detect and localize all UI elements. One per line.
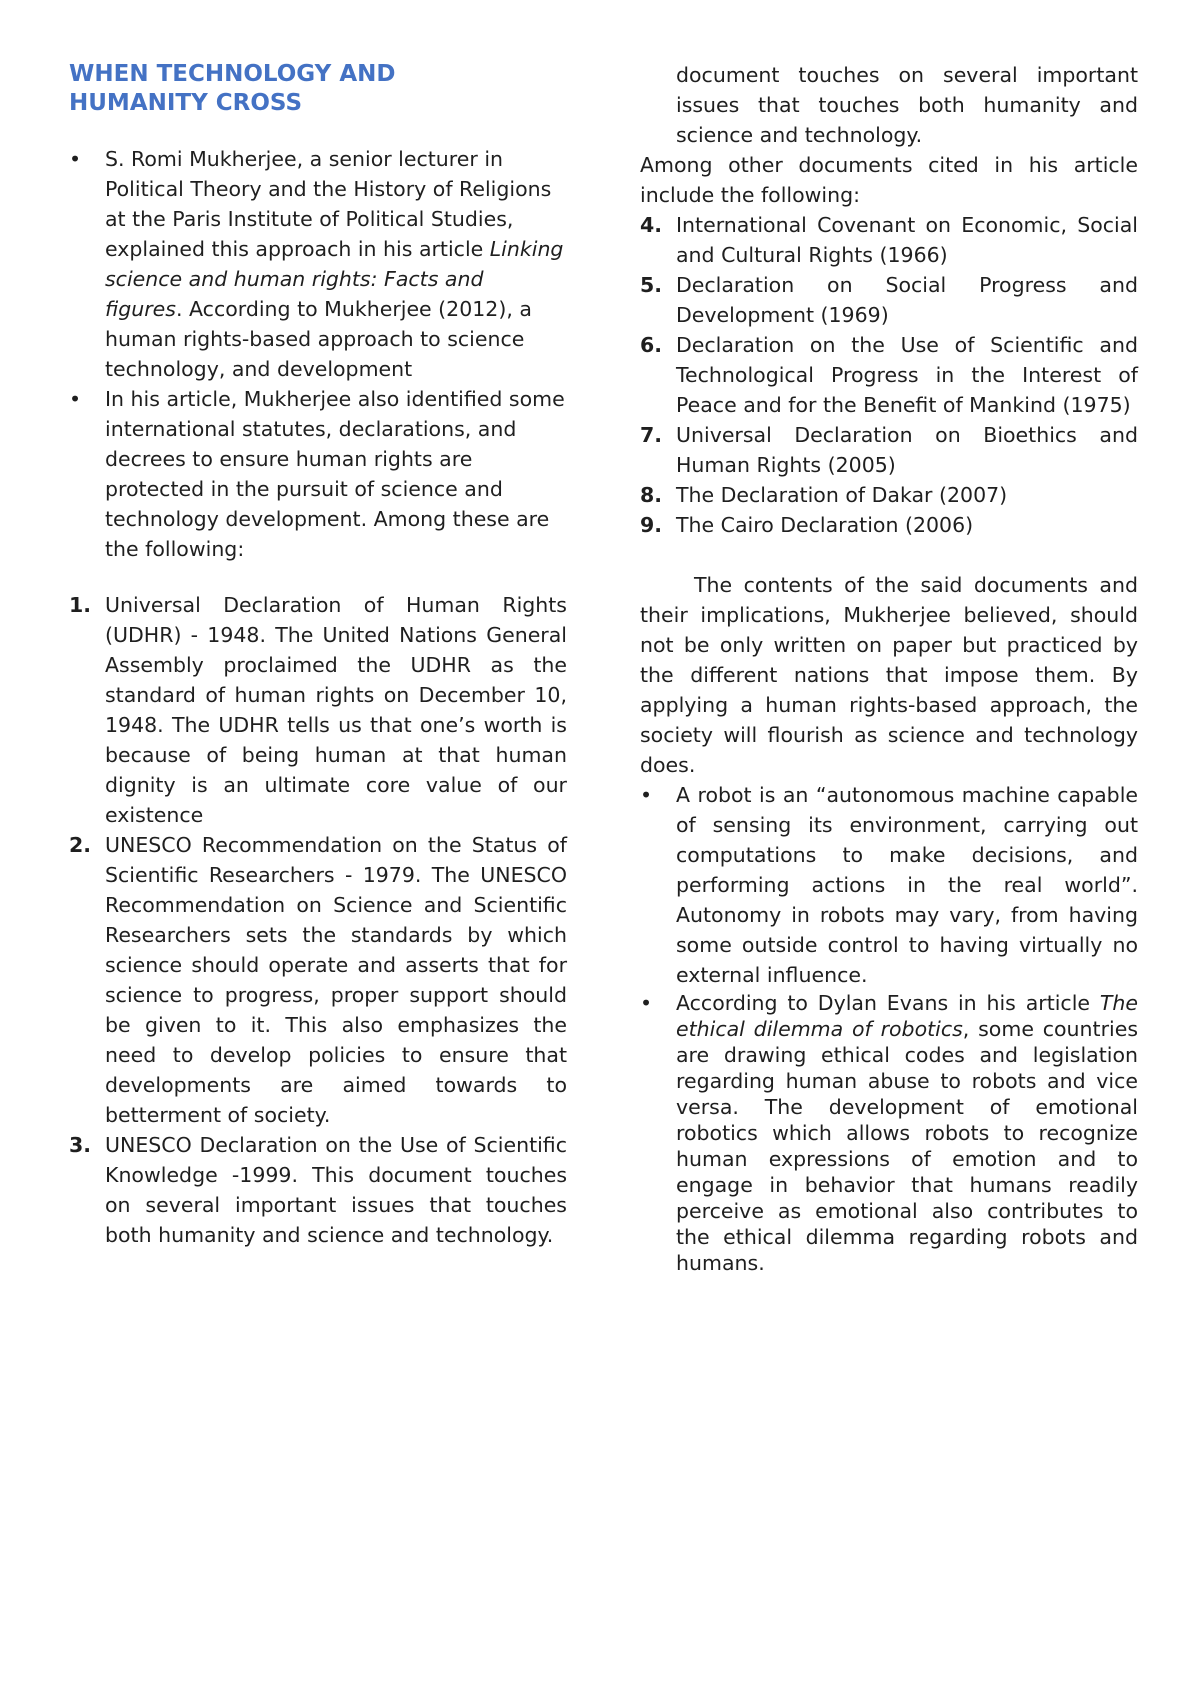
title-line-1: WHEN TECHNOLOGY AND	[69, 61, 396, 87]
list-item-text: Declaration on Social Progress and Development (1969)	[676, 273, 1138, 327]
bullet-text-before: According to Dylan Evans in his article	[676, 991, 1100, 1015]
list-item-udhr	[69, 590, 567, 830]
bullet-item-robot-definition	[640, 780, 1138, 990]
bullet-text-after: , some countries are drawing ethical codes and legislation regarding human abuse to robots and vice versa. The development of emotional robotics which allows robots to recognize human expressions of emotion and to engage in behavior that humans readily perceive as emotional also contributes to the ethical dilemma regarding robots and humans.	[676, 1017, 1138, 1275]
among-other-documents: Among other documents cited in his article include the following:	[640, 153, 1138, 207]
right-column	[640, 60, 1138, 1276]
robot-bullet-list	[640, 780, 1138, 1276]
list-item-bioethics	[640, 420, 1138, 480]
item3-continuation: document touches on several important issues that touches both humanity and science and technology.	[676, 63, 1138, 147]
list-number: 7.	[640, 423, 663, 447]
bullet-icon: •	[69, 387, 82, 411]
list-item-unesco-recommendation	[69, 830, 567, 1130]
list-item-covenant	[640, 210, 1138, 270]
bullet-text-after: . According to Mukherjee (2012), a human rights-based approach to science technology, and development	[105, 297, 532, 381]
contents-paragraph: The contents of the said documents and their implications, Mukherjee believed, should not be only written on paper but practiced by the different nations that impose them. By applying a human rights-based approach, the society will flourish as science and technology does.	[640, 573, 1138, 777]
bullet-item-statutes	[69, 384, 567, 564]
bullet-text: In his article, Mukherjee also identified some international statutes, declarations, and decrees to ensure human rights are protected in the pursuit of science and technology development. Among these are the following:	[105, 387, 565, 561]
list-item-dakar	[640, 480, 1138, 510]
list-number: 5.	[640, 273, 663, 297]
bullet-icon: •	[69, 147, 82, 171]
list-item-text: UNESCO Recommendation on the Status of Scientific Researchers - 1979. The UNESCO Recommendation on Science and Scientific Researchers sets the standards by which science should operate and asserts that for science to progress, proper support should be given to it. This also emphasizes the need to develop policies to ensure that developments are aimed towards to betterment of society.	[105, 833, 567, 1127]
list-item-social-progress	[640, 270, 1138, 330]
article-title-ethical-dilemma: The ethical dilemma of robotics	[676, 991, 1138, 1041]
list-number: 4.	[640, 213, 663, 237]
bullet-text: A robot is an “autonomous machine capable of sensing its environment, carrying out computations to make decisions, and performing actions in the real world”. Autonomy in robots may vary, from having some outside control to having virtually no external influence.	[676, 783, 1138, 987]
article-title-linking-science: Linking science and human rights: Facts and figures	[105, 237, 564, 321]
list-number: 1.	[69, 593, 92, 617]
intro-bullet-list	[69, 144, 567, 564]
list-number: 2.	[69, 833, 92, 857]
list-number: 8.	[640, 483, 663, 507]
title-line-2: HUMANITY CROSS	[69, 90, 303, 116]
list-item-text: UNESCO Declaration on the Use of Scientific Knowledge -1999. This document touches on several important issues that touches both humanity and science and technology.	[105, 1133, 567, 1247]
bullet-icon: •	[640, 783, 653, 807]
page-title	[69, 60, 567, 118]
declarations-list-right	[640, 210, 1138, 540]
list-item-text: Declaration on the Use of Scientific and Technological Progress in the Interest of Peace and for the Benefit of Mankind (1975)	[676, 333, 1138, 417]
list-item-text: Universal Declaration on Bioethics and Human Rights (2005)	[676, 423, 1138, 477]
list-item-unesco-declaration	[69, 1130, 567, 1247]
list-item-text: The Cairo Declaration (2006)	[676, 513, 974, 537]
list-item-text: International Covenant on Economic, Social and Cultural Rights (1966)	[676, 213, 1138, 267]
list-item-text: The Declaration of Dakar (2007)	[676, 483, 1008, 507]
list-number: 3.	[69, 1133, 92, 1157]
spacer	[69, 564, 567, 590]
list-item-scientific-progress	[640, 330, 1138, 420]
list-item-cairo	[640, 510, 1138, 540]
declarations-list-left	[69, 590, 567, 1247]
bullet-icon: •	[640, 991, 653, 1015]
list-number: 6.	[640, 333, 663, 357]
bullet-item-dylan-evans	[640, 990, 1138, 1276]
spacer	[640, 540, 1138, 570]
bullet-item-mukherjee	[69, 144, 567, 384]
bullet-text-before: S. Romi Mukherjee, a senior lecturer in Political Theory and the History of Religions at the Paris Institute of Political Studies, explained this approach in his article	[105, 147, 552, 261]
list-item-text: Universal Declaration of Human Rights (UDHR) - 1948. The United Nations General Assembly proclaimed the UDHR as the standard of human rights on December 10, 1948. The UDHR tells us that one’s worth is because of being human at that human dignity is an ultimate core value of our existence	[105, 593, 567, 827]
left-column	[69, 60, 567, 1247]
list-number: 9.	[640, 513, 663, 537]
